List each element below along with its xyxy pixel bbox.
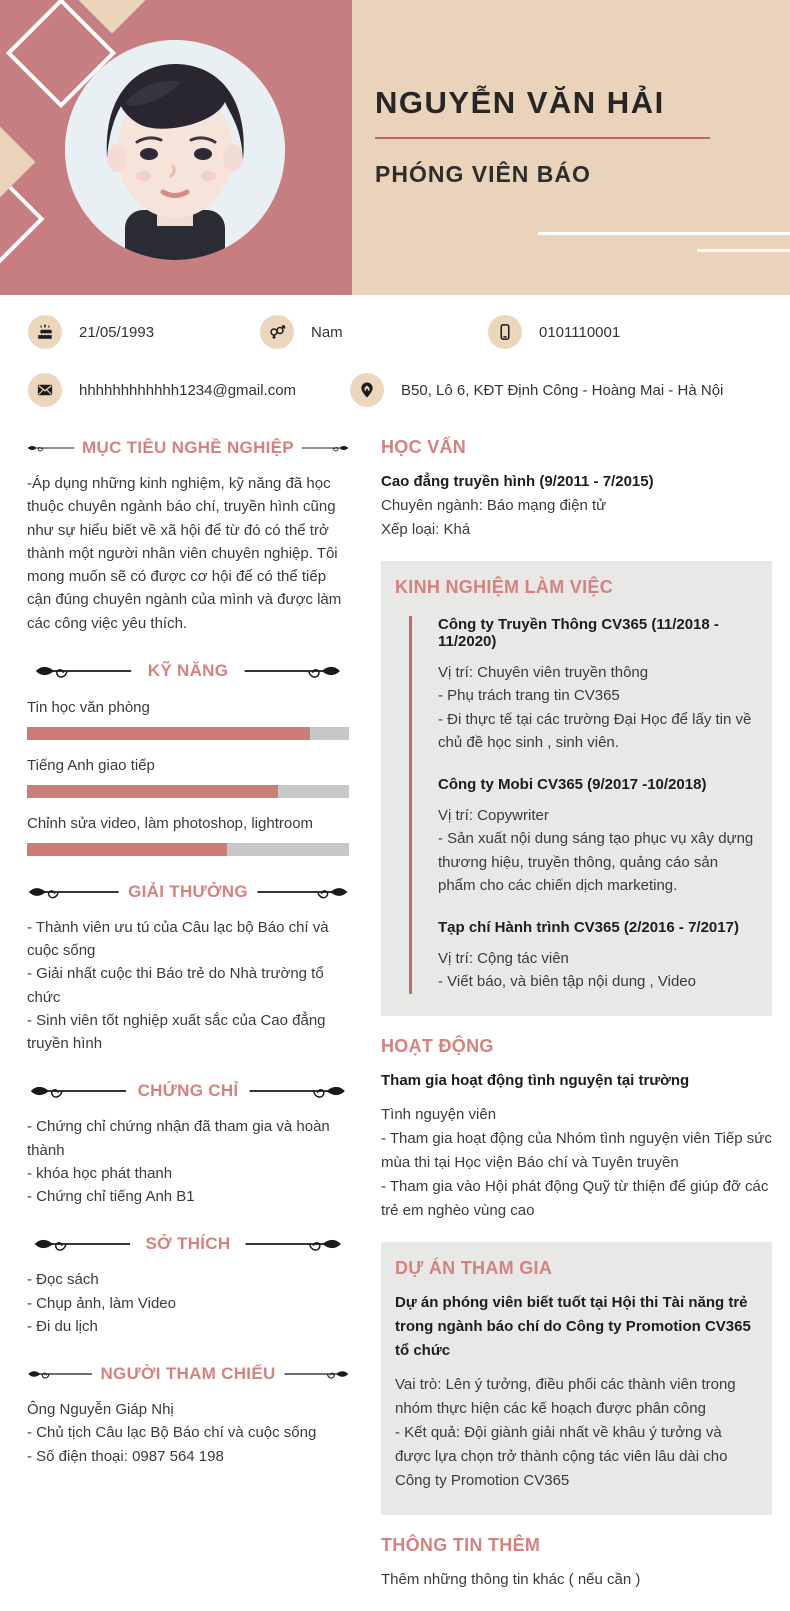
flourish-left-icon [27,660,142,682]
location-pin-icon [350,373,384,407]
header-title-panel [352,0,790,295]
skill-bar-fill [27,727,310,740]
references-list [27,1398,349,1468]
education-heading: HỌC VẤN [381,437,467,457]
objective-text: -Áp dụng những kinh nghiệm, kỹ năng đã học thuộc chuyên ngành báo chí, truyền hình cũng như sự hiểu biết về xã hội để từ đó có thể trở thành một người nhân viên chuyên nghiệp. Tôi mong muốn sẽ có được cơ hội để có thể tiếp cận đúng chuyên ngành của mình và được làm các công việc yêu thích. [27,475,342,632]
flourish-right-icon [300,437,349,459]
contact-section [0,295,790,425]
list-item: - Chứng chỉ tiếng Anh B1 [27,1188,195,1205]
list-item: - Đi du lịch [27,1317,98,1335]
more-info-heading: THÔNG TIN THÊM [381,1534,541,1555]
job-line: Vị trí: Chuyên viên truyền thông [438,664,649,681]
job-line: Vị trí: Copywriter [438,807,549,824]
list-item: - Giải nhất cuộc thi Báo trẻ do Nhà trường tổ chức [27,965,324,1006]
objective-heading-row [27,437,349,459]
right-column [381,437,772,1611]
hobbies-list [27,1268,349,1338]
project-line: - Kết quả: Đội giành giải nhất về khâu ý tưởng và được lựa chọn trở thành cộng tác viên lâu dài cho Công ty Promotion CV365 [395,1423,728,1489]
job-line: Vị trí: Cộng tác viên [438,950,569,967]
flourish-left-icon [27,437,76,459]
job-line: - Sản xuất nội dung sáng tạo phục vụ xây dựng thương hiệu, truyền thông, quảng cáo sản phẩm cho các chiến dịch marketing. [438,830,754,894]
more-info-section [381,1535,772,1592]
skill-label: Chỉnh sửa video, làm photoshop, lightroom [27,814,314,832]
header-photo-panel [0,0,352,295]
hobbies-section [27,1233,349,1338]
name-underline [375,137,710,139]
gender-icon [260,315,294,349]
flourish-right-icon [254,881,349,903]
smartphone-icon [488,315,522,349]
skills-heading: KỸ NĂNG [147,660,229,680]
flourish-right-icon [244,1080,349,1102]
activities-heading: HOẠT ĐỘNG [381,1035,494,1056]
contact-email [28,373,296,407]
awards-list [27,916,349,1056]
skill-bar-fill [27,785,278,798]
references-heading: NGƯỜI THAM CHIẾU [100,1364,276,1383]
skills-section [27,660,349,856]
education-grade: Xếp loại: Khá [381,521,471,538]
left-column [27,437,349,1493]
job-entry [438,919,758,994]
awards-section [27,881,349,1056]
list-item: - Chứng chỉ chứng nhận đã tham gia và hoàn thành [27,1118,330,1159]
envelope-icon [28,373,62,407]
list-item: - Chủ tịch Câu lạc Bộ Báo chí và cuộc sống [27,1424,317,1442]
list-item: - Số điện thoại: 0987 564 198 [27,1447,224,1465]
phone-value: 0101110001 [539,323,621,341]
flourish-right-icon [282,1363,349,1385]
job-title: Công ty Mobi CV365 (9/2017 -10/2018) [438,776,707,793]
address-value: B50, Lô 6, KĐT Định Công - Hoàng Mai - Hà Nội [401,381,724,399]
references-section [27,1363,349,1468]
certificates-list [27,1115,349,1208]
job-title: Tạp chí Hành trình CV365 (2/2016 - 7/2017) [438,919,739,936]
gender-value: Nam [311,323,343,341]
white-line-decoration [697,249,790,252]
projects-heading: DỰ ÁN THAM GIA [395,1257,553,1278]
job-line: - Đi thực tế tại các trường Đại Học để lấy tin về chủ đề học sinh , sinh viên. [438,710,752,751]
activity-line: Tình nguyện viên [381,1105,497,1123]
flourish-right-icon [236,1233,349,1255]
skills-heading-row [27,660,349,682]
flourish-right-icon [234,660,349,682]
email-value: hhhhhhhhhhhh1234@gmail.com [79,381,297,399]
skill-label: Tiếng Anh giao tiếp [27,756,155,774]
objective-heading: MỤC TIÊU NGHỀ NGHIỆP [82,438,294,457]
objective-section [27,437,349,635]
contact-phone [488,315,620,349]
job-title: Công ty Truyền Thông CV365 (11/2018 - 11/2020) [438,616,719,650]
job-line: - Phụ trách trang tin CV365 [438,687,620,705]
hobbies-heading-row [27,1233,349,1255]
experience-section [381,561,772,1016]
experience-heading: KINH NGHIỆM LÀM VIỆC [395,577,614,597]
candidate-name: NGUYỄN VĂN HẢI [375,85,665,120]
skill-label: Tin học văn phòng [27,698,150,716]
education-major: Chuyên ngành: Báo mạng điện tử [381,497,607,514]
more-info-text: Thêm những thông tin khác ( nếu cần ) [381,1570,641,1588]
activity-line: - Tham gia hoạt động của Nhóm tình nguyện viên Tiếp sức mùa thi tại Học viện Báo chí và Tuyên truyền [381,1129,772,1171]
contact-address [350,373,723,407]
awards-heading-row [27,881,349,903]
diamond-fill-decoration [0,127,35,198]
certificates-section [27,1080,349,1208]
list-item: - Chụp ảnh, làm Video [27,1294,176,1312]
flourish-left-icon [27,1080,132,1102]
awards-heading: GIẢI THƯỞNG [128,881,248,901]
activity-line: - Tham gia vào Hội phát động Quỹ từ thiện để giúp đỡ các trẻ em nghèo vùng cao [381,1177,769,1219]
project-line: Vai trò: Lên ý tưởng, điều phối các thành viên trong nhóm thực hiện các kế hoạch được phân công [395,1375,736,1417]
flourish-left-icon [27,881,122,903]
skill-bar [27,785,349,798]
certificates-heading-row [27,1080,349,1102]
content-columns [0,425,790,1611]
experience-timeline [409,616,758,994]
list-item: - Sinh viên tốt nghiệp xuất sắc của Cao đẳng truyền hình [27,1011,326,1052]
list-item: - khóa học phát thanh [27,1164,173,1182]
list-item: - Đọc sách [27,1271,99,1289]
portrait-illustration [65,40,285,260]
flourish-left-icon [27,1233,140,1255]
job-line: - Viết báo, và biên tập nội dung , Video [438,973,696,991]
job-entry [438,776,758,897]
certificates-heading: CHỨNG CHỈ [137,1081,239,1101]
activities-section [381,1036,772,1223]
skill-bar-fill [27,843,227,856]
hobbies-heading: SỞ THÍCH [145,1234,231,1254]
candidate-job-title: PHÓNG VIÊN BÁO [375,161,591,187]
skill-item [27,815,349,856]
white-line-decoration [538,232,790,235]
projects-section [381,1242,772,1515]
contact-dob [28,315,154,349]
dob-value: 21/05/1993 [79,323,155,341]
skill-bar [27,843,349,856]
skill-item [27,699,349,740]
education-school: Cao đẳng truyền hình (9/2011 - 7/2015) [381,473,654,490]
list-item: - Thành viên ưu tú của Câu lạc bộ Báo chí và cuộc sống [27,918,329,959]
birthday-cake-icon [28,315,62,349]
profile-photo [65,40,285,260]
header [0,0,790,295]
flourish-left-icon [27,1363,94,1385]
education-section [381,437,772,542]
contact-gender [260,315,343,349]
skill-item [27,757,349,798]
job-entry [438,616,758,754]
list-item: Ông Nguyễn Giáp Nhị [27,1401,174,1418]
activities-title: Tham gia hoạt động tình nguyện tại trường [381,1071,690,1089]
references-heading-row [27,1363,349,1385]
project-title: Dự án phóng viên biết tuốt tại Hội thi Tài năng trẻ trong ngành báo chí do Công ty Promotion CV365 tổ chức [395,1293,751,1359]
skill-bar [27,727,349,740]
